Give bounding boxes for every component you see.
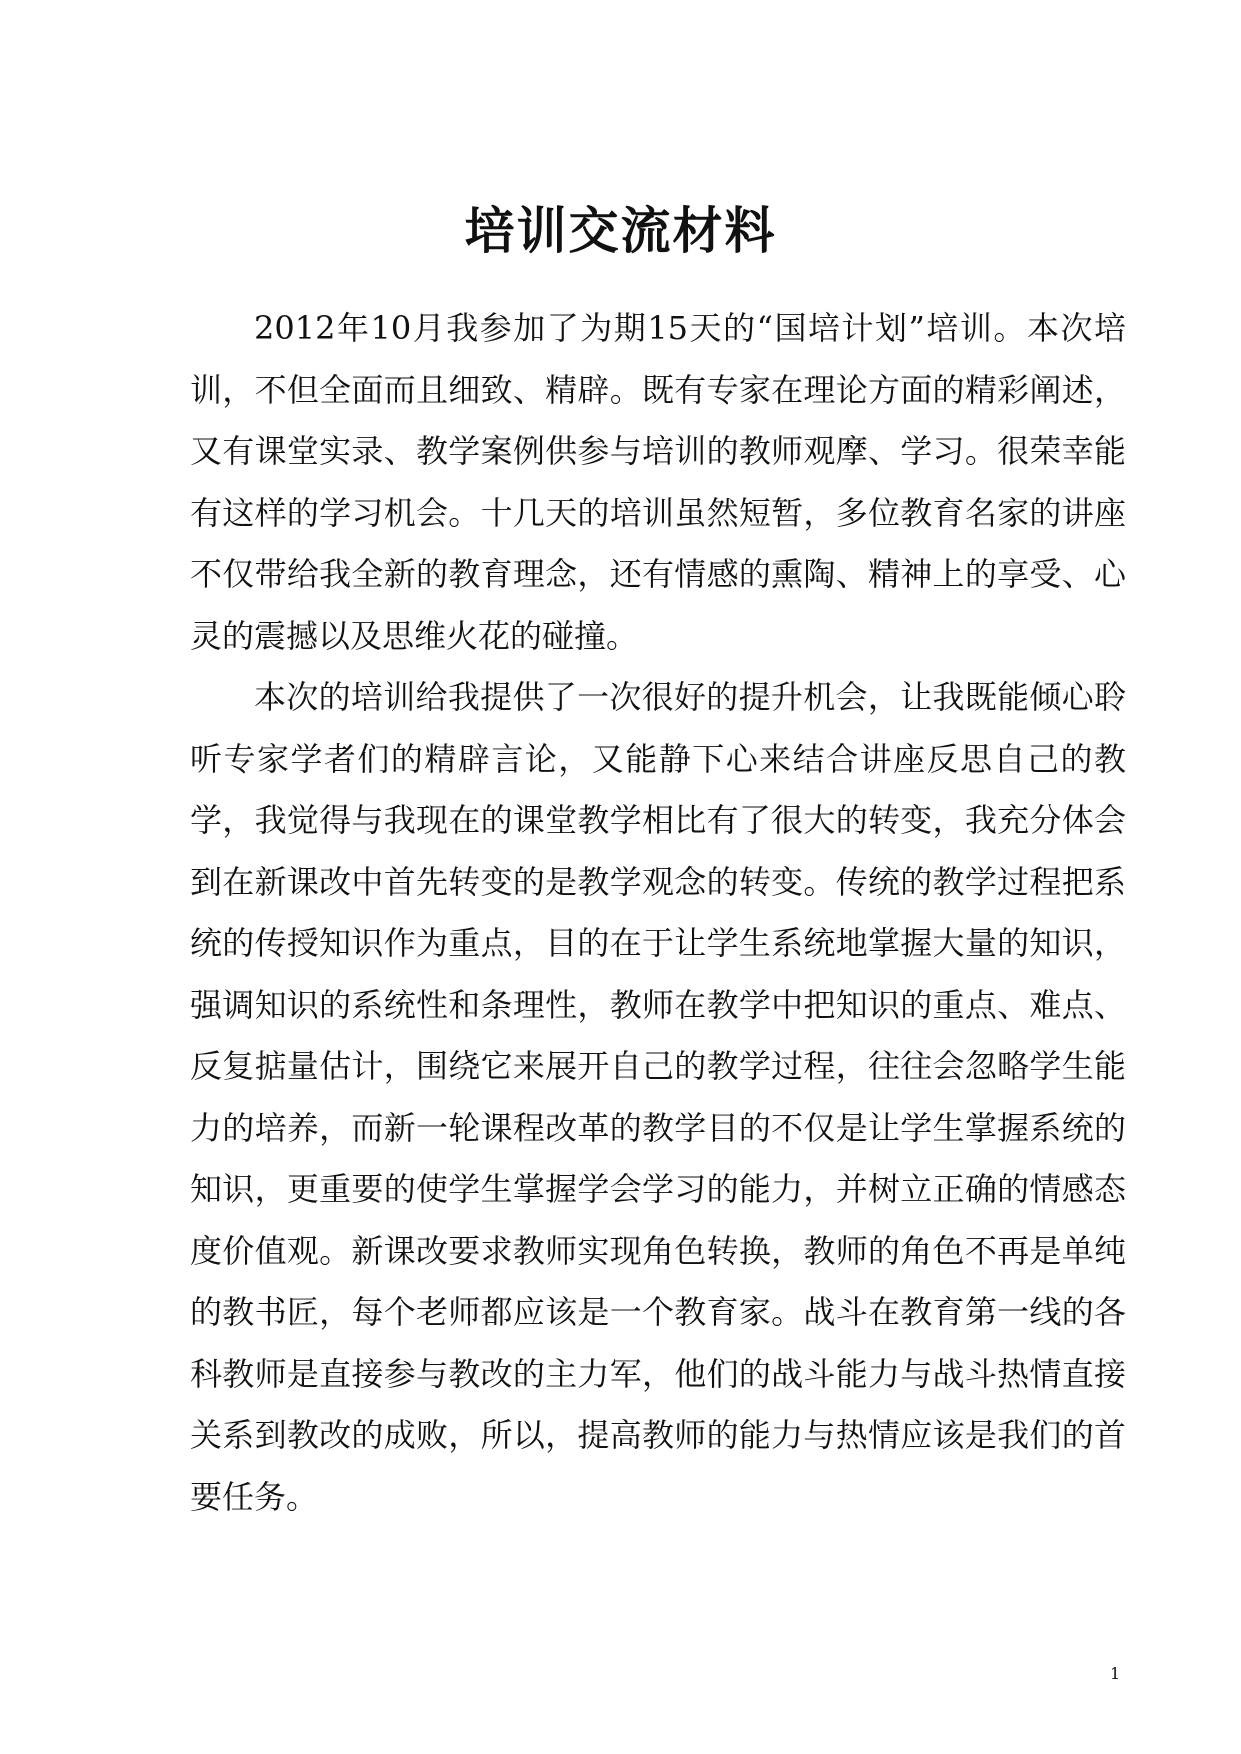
document-body (190, 298, 1126, 1528)
paragraph-1: 2012年10月我参加了为期15天的“国培计划”培训。本次培训，不但全面而且细致、精辟。既有专家在理论方面的精彩阐述，又有课堂实录、教学案例供参与培训的教师观摩、学习。很荣幸能有这样的学习机会。十几天的培训虽然短暂，多位教育名家的讲座不仅带给我全新的教育理念，还有情感的熏陶、精神上的享受、心灵的震撼以及思维火花的碰撞。 (190, 309, 1126, 655)
page-number: 1 (1110, 1664, 1121, 1683)
paragraph-2: 本次的培训给我提供了一次很好的提升机会，让我既能倾心聆听专家学者们的精辟言论，又能静下心来结合讲座反思自己的教学，我觉得与我现在的课堂教学相比有了很大的转变，我充分体会到在新课改中首先转变的是教学观念的转变。传统的教学过程把系统的传授知识作为重点，目的在于让学生系统地掌握大量的知识，强调知识的系统性和条理性，教师在教学中把知识的重点、难点、反复掂量估计，围绕它来展开自己的教学过程，往往会忽略学生能力的培养，而新一轮课程改革的教学目的不仅是让学生掌握系统的知识，更重要的使学生掌握学会学习的能力，并树立正确的情感态度价值观。新课改要求教师实现角色转换，教师的角色不再是单纯的教书匠，每个老师都应该是一个教育家。战斗在教育第一线的各科教师是直接参与教改的主力军，他们的战斗能力与战斗热情直接关系到教改的成败，所以，提高教师的能力与热情应该是我们的首要任务。 (190, 678, 1126, 1516)
document-title: 培训交流材料 (464, 202, 777, 260)
